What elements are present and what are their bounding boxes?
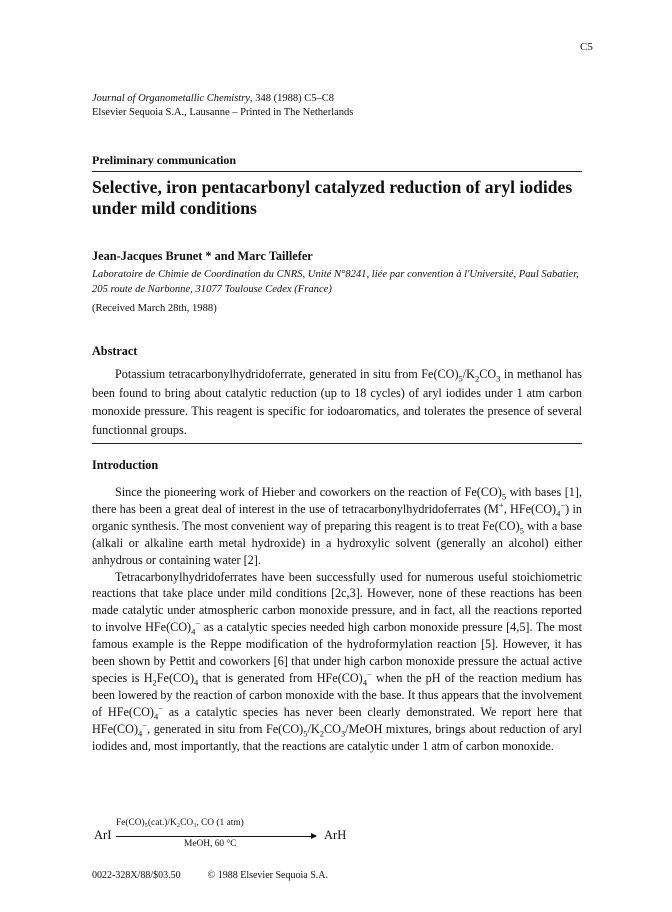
intro-paragraph: Tetracarbonylhydridoferrates have been successfully used for numerous useful stoichiometric reactions that take place under mild conditions [2c,3]. However, none of these reactions has been made catalytic under atmospheric carbon monoxide pressure, and in fact, all the reactions reported to involve $HFe(CO)_4^-$ as a catalytic species needed high carbon monoxide pressure [4,5]. The most famous example is the Reppe modification of the hydroformylation reaction [5]. However, it has been shown by Pettit and coworkers [6] that under high carbon monoxide pressure the actual active species is $H_2Fe(CO)_4$ that is generated from $HFe(CO)_4^-$ when the pH of the reaction medium has been lowered by the reaction of carbon monoxide with the base. It thus appears that the involvement of $HFe(CO)_4^-$ as a catalytic species has never been clearly demonstrated. We report here that $HFe(CO)_4^-$, generated in situ from $Fe(CO)_5/K_2CO_3$/MeOH mixtures, brings about reduction of aryl iodides and, most importantly, that the reactions are catalytic under 1 atm of carbon monoxide.	[92, 569, 583, 753]
intro-paragraph: Since the pioneering work of Hieber and coworkers on the reaction of $Fe(CO)_5$ with bases [1], there has been a great deal of interest in the use of tetracarbonylhydridoferrates (M+, $HFe(CO)_4^-$) in organic synthesis. The most convenient way of preparing this reagent is to treat $Fe(CO)_5$ with a base (alkali or alkaline earth metal hydroxide) in a hydroxylic solvent (generally an alcohol) either anhydrous or containing water [2].	[92, 485, 582, 567]
section-label: Preliminary communication	[92, 153, 237, 167]
journal-header	[92, 92, 353, 119]
reaction-equation	[92, 818, 412, 858]
introduction-heading: Introduction	[92, 458, 159, 472]
paper-title: Selective, iron pentacarbonyl catalyzed reduction of aryl iodides under mild conditions	[92, 177, 573, 218]
footer	[92, 870, 328, 881]
introduction-body	[92, 484, 582, 755]
footer-code: 0022-328X/88/$03.50	[92, 870, 181, 881]
title-top-rule	[92, 171, 582, 172]
authors: Jean-Jacques Brunet * and Marc Taillefer	[92, 249, 313, 263]
journal-citation-line	[92, 92, 353, 106]
abstract-rule	[92, 443, 582, 444]
footer-copyright: © 1988 Elsevier Sequoia S.A.	[207, 870, 328, 881]
abstract-heading: Abstract	[92, 344, 138, 358]
reactant: ArI	[94, 828, 112, 842]
journal-citation: , 348 (1988) C5–C8	[249, 93, 334, 104]
reaction-conditions-top: Fe(CO)₅(cat.)/K₂CO₃, CO (1 atm)	[116, 818, 244, 828]
abstract-body: Potassium tetracarbonylhydridoferrate, generated in situ from $Fe(CO)_5/K_2CO_3$ in methanol has been found to bring about catalytic reduction (up to 18 cycles) of aryl iodides under 1 atm carbon monoxide pressure. This reagent is specific for iodoaromatics, and tolerates the presence of several functionnal groups.	[92, 367, 583, 437]
received-date: (Received March 28th, 1988)	[92, 303, 217, 314]
journal-name: Journal of Organometallic Chemistry	[92, 93, 250, 104]
page-number: C5	[580, 41, 593, 53]
journal-publisher: Elsevier Sequoia S.A., Lausanne – Printed in The Netherlands	[92, 106, 354, 118]
reaction-arrow	[116, 836, 316, 837]
product: ArH	[324, 828, 347, 842]
reaction-conditions-bottom: MeOH, 60 °C	[184, 839, 237, 849]
affiliation: Laboratoire de Chimie de Coordination du CNRS, Unité N°8241, liée par convention à l'Université, Paul Sabatier, 205 route de Narbonne, 31077 Toulouse Cedex (France)	[92, 269, 579, 295]
